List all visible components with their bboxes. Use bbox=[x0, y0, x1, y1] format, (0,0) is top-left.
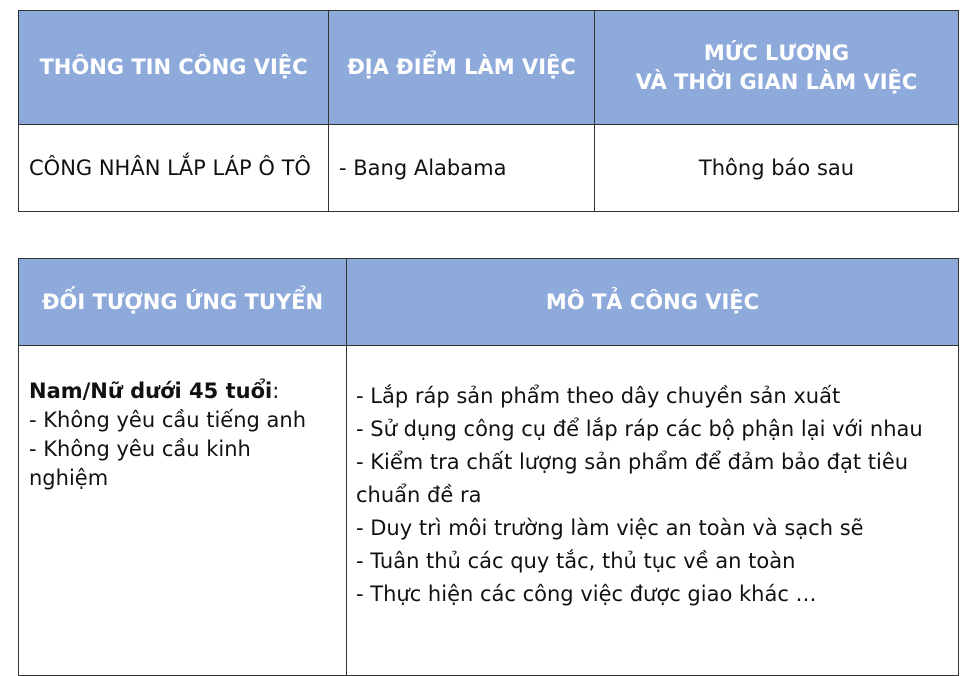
job-position: CÔNG NHÂN LẮP LÁP Ô TÔ bbox=[19, 125, 329, 212]
header-candidates: ĐỐI TƯỢNG ỨNG TUYỂN bbox=[19, 259, 347, 346]
header-description: MÔ TẢ CÔNG VIỆC bbox=[347, 259, 959, 346]
description-item: - Tuân thủ các quy tắc, thủ tục về an toàn bbox=[356, 549, 796, 573]
header-salary-line2: VÀ THỜI GIAN LÀM VIỆC bbox=[635, 69, 918, 94]
job-location: - Bang Alabama bbox=[329, 125, 595, 212]
description-item: - Thực hiện các công việc được giao khác … bbox=[356, 582, 817, 606]
candidate-item: - Không yêu cầu tiếng anh bbox=[29, 408, 307, 432]
candidate-heading-bold: Nam/Nữ dưới 45 tuổi bbox=[29, 379, 273, 403]
header-job-info: THÔNG TIN CÔNG VIỆC bbox=[19, 11, 329, 125]
description-item: - Kiểm tra chất lượng sản phẩm để đảm bảo đạt tiêu bbox=[356, 450, 909, 474]
description-cell bbox=[347, 346, 959, 676]
header-location: ĐỊA ĐIỂM LÀM VIỆC bbox=[329, 11, 595, 125]
description-item: - Sử dụng công cụ để lắp ráp các bộ phận lại với nhau bbox=[356, 417, 923, 441]
description-item: chuẩn đề ra bbox=[356, 483, 482, 507]
candidate-heading-colon: : bbox=[272, 379, 280, 403]
job-salary: Thông báo sau bbox=[595, 125, 959, 212]
candidate-cell bbox=[19, 346, 347, 676]
candidate-item: - Không yêu cầu kinh nghiệm bbox=[29, 437, 251, 490]
job-detail-table bbox=[18, 258, 959, 676]
header-salary bbox=[595, 11, 959, 125]
candidate-heading bbox=[29, 377, 336, 406]
description-item: - Duy trì môi trường làm việc an toàn và sạch sẽ bbox=[356, 516, 864, 540]
header-salary-line1: MỨC LƯƠNG bbox=[703, 40, 850, 65]
description-item: - Lắp ráp sản phẩm theo dây chuyền sản xuất bbox=[356, 384, 841, 408]
job-info-table bbox=[18, 10, 959, 212]
